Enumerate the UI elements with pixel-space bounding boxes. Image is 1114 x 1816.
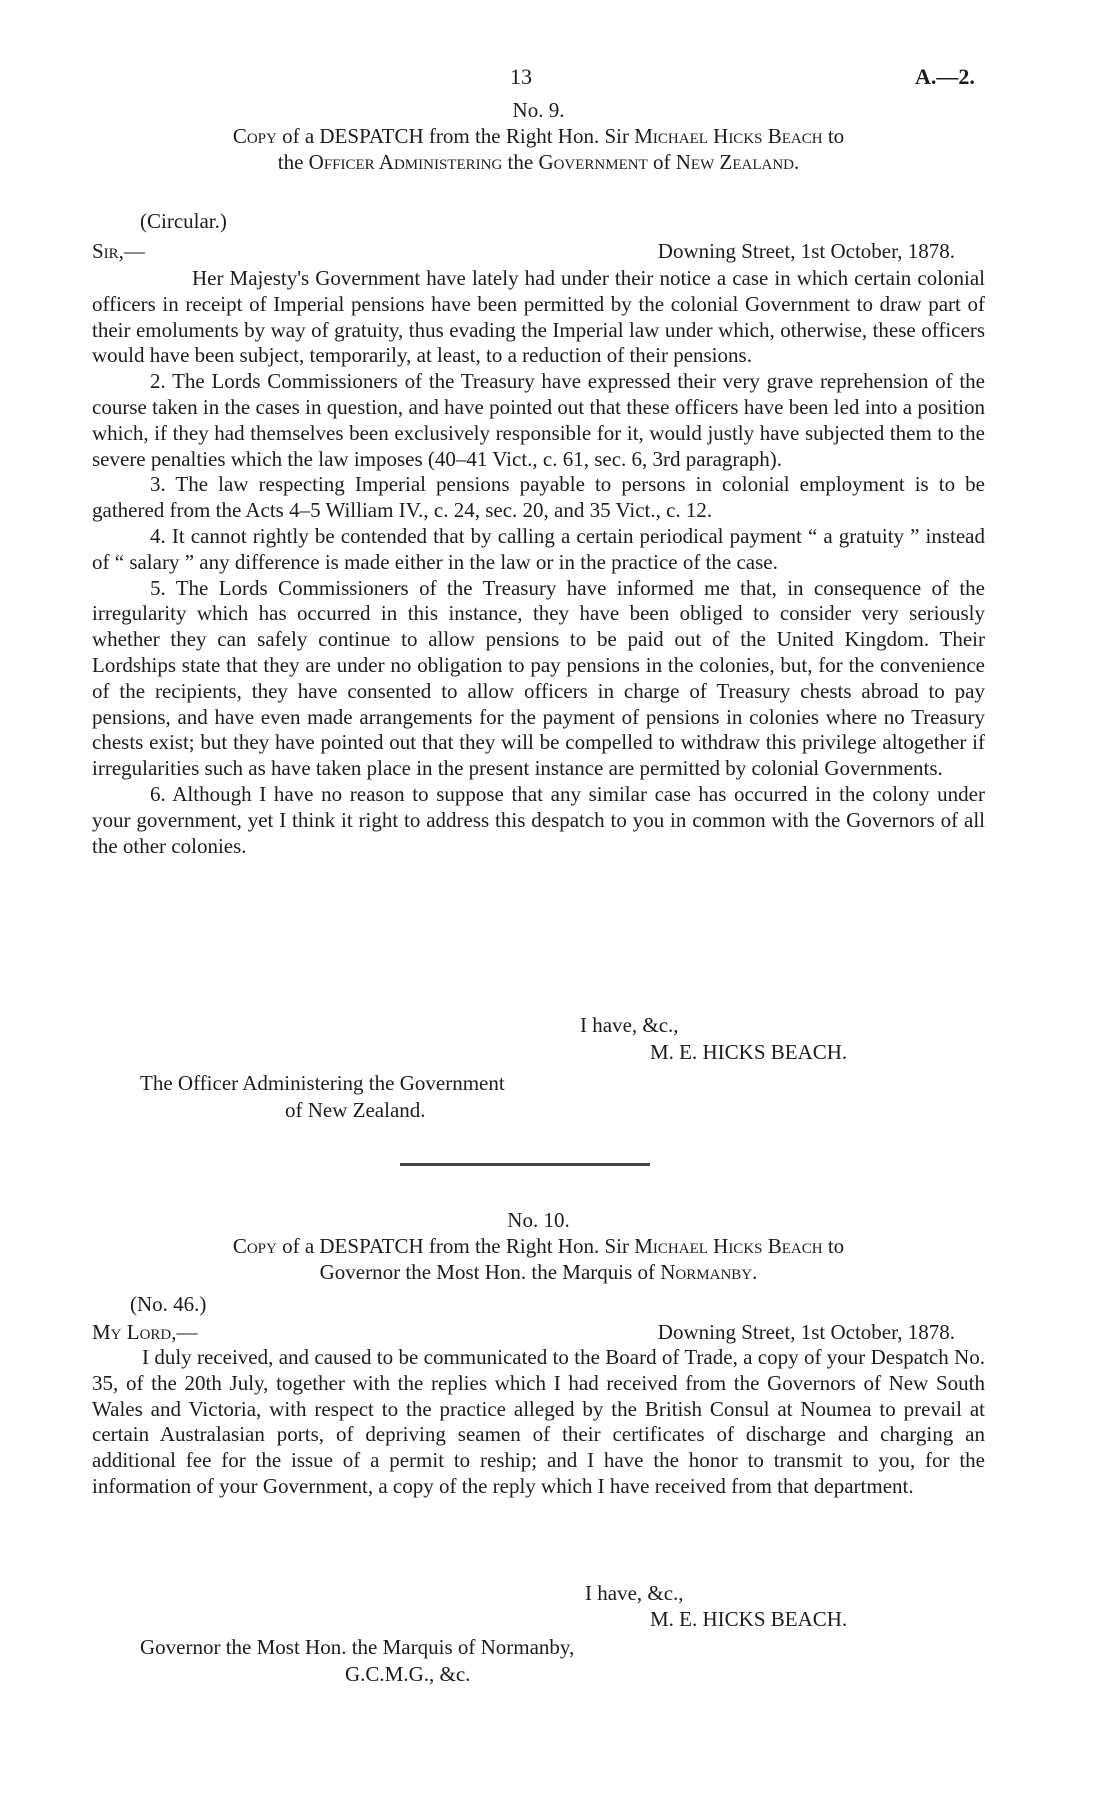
document-reference: A.—2. [915,64,975,89]
despatch-10-closing: I have, &c., [585,1581,684,1605]
despatch-10-paragraph: I duly received, and caused to be communicated to the Board of Trade, a copy of your Despatch No. 35, of the 20th July, together with the replies which I had received from the Governors of New South Wales and Victoria, with respect to the practice alleged by the British Consul at Noumea to prevail at certain Australasian ports, of depriving seamen of their certificates of discharge and charging an additional fee for the issue of a permit to reship; and I have the honor to transmit to you, for the information of your Government, a copy of the reply which I have received from that department. [92,1345,985,1498]
page-number: 13 [510,64,532,89]
despatch-10-signature: M. E. HICKS BEACH. [650,1607,848,1631]
despatch-10-ref: (No. 46.) [130,1292,207,1316]
despatch-10-date: Downing Street, 1st October, 1878. [657,1320,955,1344]
despatch-9-number: No. 9. [512,98,565,122]
despatch-9-heading [92,98,985,175]
despatch-9-body [92,266,985,859]
despatch-10-addressee-line1: Governor the Most Hon. the Marquis of Normanby, [140,1635,575,1659]
despatch-9-paragraph: 4. It cannot rightly be contended that by calling a certain periodical payment “ a gratuity ” instead of “ salary ” any difference is made either in the law or in the practice of the case. [92,523,985,574]
despatch-10-title-line2: Governor the Most Hon. the Marquis of Normanby. [319,1259,758,1284]
despatch-9-paragraph: 6. Although I have no reason to suppose that any similar case has occurred in the colony under your government, yet I think it right to address this despatch to you in common with the Governors of all the other colonies. [92,781,985,858]
despatch-10-title-line1: Copy of a DESPATCH from the Right Hon. Sir Michael Hicks Beach to [232,1233,845,1258]
despatch-10-salutation-row [92,1320,985,1346]
despatch-9-date: Downing Street, 1st October, 1878. [657,239,955,263]
despatch-9-closing: I have, &c., [580,1013,679,1037]
despatch-9-paragraph: 5. The Lords Commissioners of the Treasury have informed me that, in consequence of the irregularity which has occurred in this instance, they have been obliged to consider very seriously whether they can safely continue to allow pensions to be paid out of the United Kingdom. Their Lordships state that they are under no obligation to pay pensions in the colonies, but, for the convenience of the recipients, they have consented to allow officers in charge of Treasury chests abroad to pay pensions, and have even made arrangements for the payment of pensions in colonies where no Treasury chests exist; but they have pointed out that they will be compelled to withdraw this privilege altogether if irregularities such as have taken place in the present instance are permitted by colonial Governments. [92,575,985,781]
despatch-9-addressee-line2: of New Zealand. [285,1098,426,1122]
despatch-9-salutation-row [92,239,985,265]
despatch-10-number: No. 10. [507,1208,570,1232]
despatch-9-title-line1: Copy of a DESPATCH from the Right Hon. Sir Michael Hicks Beach to [232,123,845,148]
despatch-9-paragraph: Her Majesty's Government have lately had under their notice a case in which certain colonial officers in receipt of Imperial pensions have been permitted by the colonial Government to draw part of their emoluments by way of gratuity, thus evading the Imperial law under which, otherwise, these officers would have been subject, temporarily, at least, to a reduction of their pensions. [92,266,985,368]
despatch-9-title-line2: the Officer Administering the Government of New Zealand. [277,149,800,174]
section-divider [400,1163,650,1166]
despatch-9-circular: (Circular.) [140,209,227,233]
despatch-9-signature: M. E. HICKS BEACH. [650,1040,848,1064]
despatch-10-addressee-line2: G.C.M.G., &c. [345,1662,471,1686]
despatch-9-addressee-line1: The Officer Administering the Government [140,1071,505,1095]
despatch-10-body [92,1345,985,1500]
despatch-10-heading [92,1208,985,1285]
despatch-9-paragraph: 3. The law respecting Imperial pensions payable to persons in colonial employment is to be gathered from the Acts 4–5 William IV., c. 24, sec. 20, and 35 Vict., c. 12. [92,472,985,523]
despatch-9-paragraph: 2. The Lords Commissioners of the Treasury have expressed their very grave reprehension of the course taken in the cases in question, and have pointed out that these officers have been led into a position which, if they had themselves been exclusively responsible for it, would justly have subjected them to the severe penalties which the law imposes (40–41 Vict., c. 61, sec. 6, 3rd paragraph). [92,369,985,471]
despatch-10-salutation: My Lord,— [92,1320,198,1344]
despatch-9-salutation: Sir,— [92,239,145,263]
